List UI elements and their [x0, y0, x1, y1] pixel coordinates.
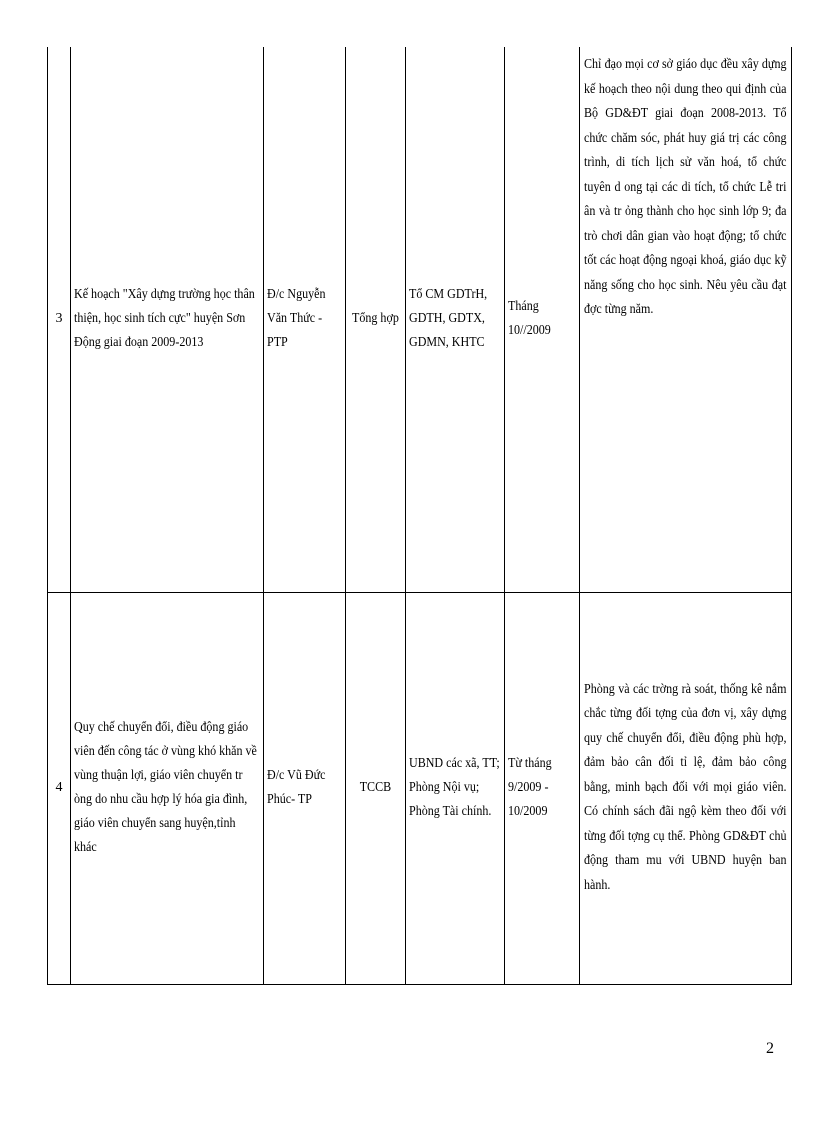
responsible-person: Đ/c Vũ Đức Phúc- TP — [264, 592, 346, 984]
time-frame: Từ tháng 9/2009 - 10/2009 — [505, 592, 580, 984]
page-number: 2 — [766, 1040, 774, 1057]
table-row — [48, 592, 792, 984]
responsible-person: Đ/c Nguyễn Văn Thức - PTP — [264, 47, 346, 592]
lead-unit: Tổng hợp — [346, 47, 406, 592]
table-row — [48, 47, 792, 592]
lead-unit: TCCB — [346, 592, 406, 984]
task-description: Chỉ đạo mọi cơ sở giáo dục đều xây dựng kế hoạch theo nội dung theo qui định của Bộ GD&ĐT giai đoạn 2008-2013. Tổ chức chăm sóc, phát huy giá trị các công trình, di tích lịch sử văn hoá, tổ chức tuyên d ong tại các di tích, tổ chức Lễ tri ân và tr ỏng thành cho học sinh lớp 9; đa trò chơi dân gian vào hoạt động; tổ chức tốt các hoạt động ngoại khoá, giáo dục kỹ năng sống cho học sinh. Nêu yêu cầu đạt đợc từng năm. — [580, 47, 792, 592]
plan-table — [47, 47, 792, 985]
coordinating-units: UBND các xã, TT; Phòng Nội vụ; Phòng Tài chính. — [406, 592, 505, 984]
task-description: Phòng và các trờng rà soát, thống kê nắm chắc từng đối tợng của đơn vị, xây dựng quy chế chuyển đổi, điều động phù hợp, đảm bảo cân đối tỉ lệ, đảm bảo công bằng, minh bạch đối với mọi giáo viên. Có chính sách đãi ngộ kèm theo đối với từng đối tợng cụ thể. Phòng GD&ĐT chủ động tham mu với UBND huyện ban hành. — [580, 592, 792, 984]
row-number: 4 — [48, 592, 71, 984]
task-content: Quy chế chuyển đổi, điều động giáo viên đến công tác ở vùng khó khăn về vùng thuận lợi, giáo viên chuyển tr òng do nhu cầu hợp lý hóa gia đình, giáo viên chuyển sang huyện,tỉnh khác — [71, 592, 264, 984]
time-frame: Tháng 10//2009 — [505, 47, 580, 592]
row-number: 3 — [48, 47, 71, 592]
task-content: Kế hoạch "Xây dựng trường học thân thiện, học sinh tích cực" huyện Sơn Động giai đoạn 2009-2013 — [71, 47, 264, 592]
coordinating-units: Tổ CM GDTrH, GDTH, GDTX, GDMN, KHTC — [406, 47, 505, 592]
